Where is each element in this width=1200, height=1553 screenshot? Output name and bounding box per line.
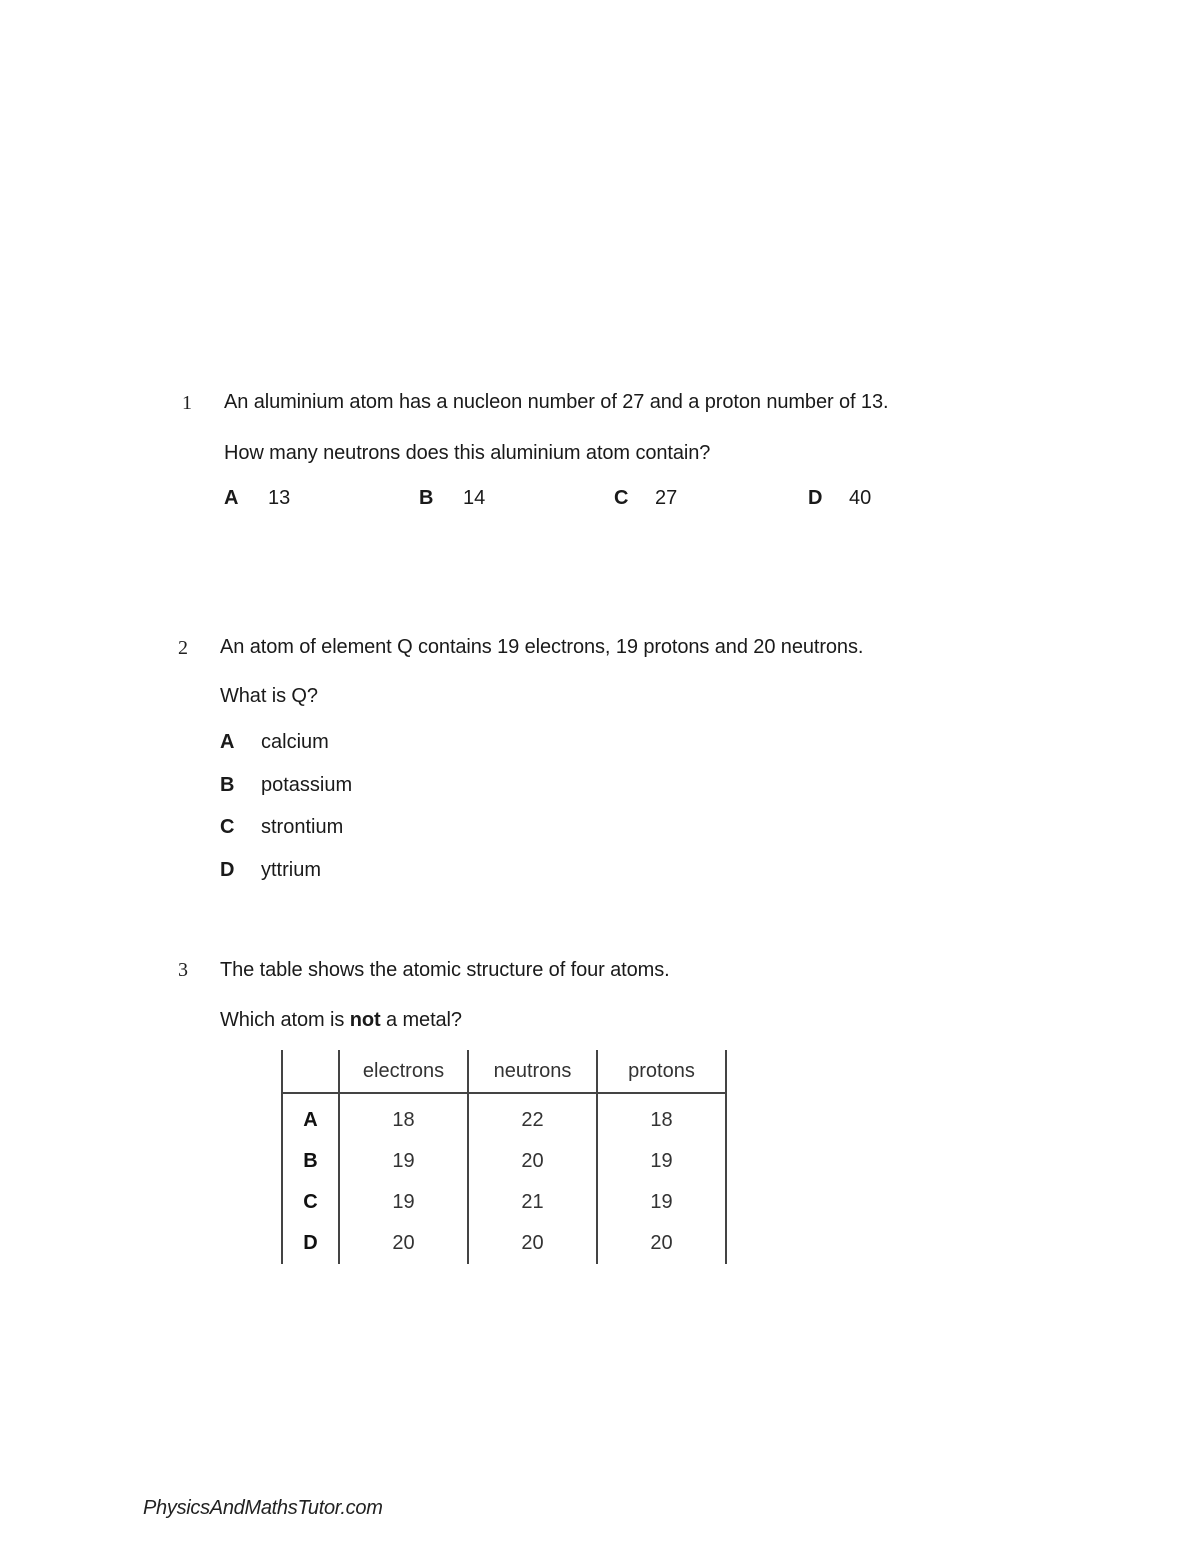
cell-electrons: 19 (339, 1141, 468, 1182)
row-label: B (282, 1141, 339, 1182)
option-b-value: 14 (463, 487, 486, 509)
table-row (282, 1223, 726, 1264)
table-row (282, 1093, 726, 1141)
question-prompt: How many neutrons does this aluminium atom contain? (224, 442, 711, 464)
option-b-letter: B (220, 774, 235, 796)
cell-electrons: 20 (339, 1223, 468, 1264)
option-a-value: 13 (268, 487, 291, 509)
option-b-value: potassium (261, 774, 353, 796)
option-c-letter: C (220, 816, 235, 838)
cell-neutrons: 20 (468, 1141, 597, 1182)
question-text: An aluminium atom has a nucleon number of 27 and a proton number of 13. (224, 391, 889, 413)
option-c-value: 27 (655, 487, 678, 509)
cell-protons: 18 (597, 1093, 726, 1141)
table-header-electrons: electrons (339, 1050, 468, 1093)
table-top-tick (281, 1050, 283, 1054)
question-number: 2 (178, 637, 188, 659)
option-a-letter: A (224, 487, 239, 509)
option-d-value: yttrium (261, 859, 321, 881)
prompt-emphasis: not (349, 1009, 381, 1031)
option-d-letter: D (220, 859, 235, 881)
cell-protons: 20 (597, 1223, 726, 1264)
row-label: D (282, 1223, 339, 1264)
question-text: An atom of element Q contains 19 electrons, 19 protons and 20 neutrons. (220, 636, 864, 658)
cell-neutrons: 22 (468, 1093, 597, 1141)
question-prompt (220, 1009, 462, 1032)
row-label: A (282, 1093, 339, 1141)
row-label: C (282, 1182, 339, 1223)
table-header-neutrons: neutrons (468, 1050, 597, 1093)
option-c-letter: C (614, 487, 629, 509)
option-d-value: 40 (849, 487, 872, 509)
question-number: 1 (182, 392, 192, 414)
prompt-post: a metal? (380, 1009, 462, 1031)
table-header-row (282, 1050, 726, 1093)
cell-protons: 19 (597, 1182, 726, 1223)
option-b-letter: B (419, 487, 434, 509)
cell-neutrons: 21 (468, 1182, 597, 1223)
footer-brand: PhysicsAndMathsTutor.com (143, 1497, 383, 1519)
option-a-value: calcium (261, 731, 329, 753)
atomic-structure-table (281, 1050, 727, 1264)
prompt-pre: Which atom is (220, 1009, 350, 1031)
table-header-protons: protons (597, 1050, 726, 1093)
cell-electrons: 19 (339, 1182, 468, 1223)
question-number: 3 (178, 959, 188, 981)
table-header-blank (282, 1050, 339, 1093)
table-row (282, 1141, 726, 1182)
table-row (282, 1182, 726, 1223)
option-c-value: strontium (261, 816, 344, 838)
option-d-letter: D (808, 487, 823, 509)
cell-neutrons: 20 (468, 1223, 597, 1264)
cell-electrons: 18 (339, 1093, 468, 1141)
option-a-letter: A (220, 731, 235, 753)
cell-protons: 19 (597, 1141, 726, 1182)
question-prompt: What is Q? (220, 685, 318, 707)
question-text: The table shows the atomic structure of four atoms. (220, 959, 670, 981)
